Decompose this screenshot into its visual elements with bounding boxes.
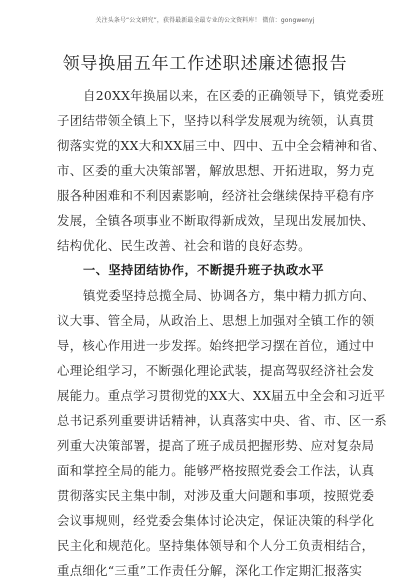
header-note: 关注头条号“公文研究”，获得最新最全最专业的公文资料库！ 微信：gongwenyj (95, 17, 315, 24)
paragraph-line: 自20XX年换届以来，在区委的正确领导下，镇党委班 (83, 88, 385, 103)
paragraph-line: 心理论组学习，不断强化理论武装，提高驾驭经济社会发 (57, 363, 375, 378)
paragraph-line: 重点细化“三重”工作责任分解，深化工作定期汇报落实 (57, 563, 363, 578)
paragraph-line: 议大事、管全局，从政治上、思想上加强对全镇工作的领 (57, 313, 375, 328)
paragraph-line: 导，核心作用进一步发挥。始终把学习摆在首位，通过中 (57, 338, 375, 353)
paragraph-line: 会议事规则，经党委会集体讨论决定，保证决策的科学化 (57, 513, 375, 528)
paragraph-line: 总书记系列重要讲话精神，认真落实中央、省、市、区一系 (57, 413, 387, 428)
body-text (57, 83, 387, 583)
section1-paragraph (57, 283, 387, 583)
paragraph-line: 面和掌控全局的能力。能够严格按照党委会工作法，认真 (57, 463, 375, 478)
paragraph-line: 列重大决策部署，提高了班子成员把握形势、应对复杂局 (57, 438, 375, 453)
section-heading: 一、坚持团结协作，不断提升班子执政水平 (83, 263, 325, 277)
paragraph-line: 发展，全镇各项事业不断取得新成效，呈现出发展加快、 (57, 213, 375, 228)
paragraph-line: 贯彻落实民主集中制，对涉及重大问题和事项，按照党委 (57, 488, 375, 503)
intro-paragraph (57, 83, 386, 258)
paragraph-line: 结构优化、民生改善、社会和谐的良好态势。 (57, 238, 311, 253)
document-title: 领导换届五年工作述职述廉述德报告 (62, 54, 348, 74)
paragraph-line: 民主化和规范化。坚持集体领导和个人分工负责相结合， (57, 538, 375, 553)
paragraph-line: 服各种困难和不利因素影响，经济社会继续保持平稳有序 (57, 188, 375, 203)
paragraph-line: 子团结带领全镇上下，坚持以科学发展观为统领，认真贯 (57, 113, 375, 128)
paragraph-line: 镇党委坚持总揽全局、协调各方，集中精力抓方向、 (83, 288, 375, 303)
paragraph-line: 市、区委的重大决策部署，解放思想、开拓进取，努力克 (57, 163, 375, 178)
paragraph-line: 彻落实党的XX大和XX届三中、四中、五中全会精神和省、 (57, 138, 386, 153)
paragraph-line: 展能力。重点学习贯彻党的XX大、XX届五中全会和习近平 (57, 388, 386, 403)
